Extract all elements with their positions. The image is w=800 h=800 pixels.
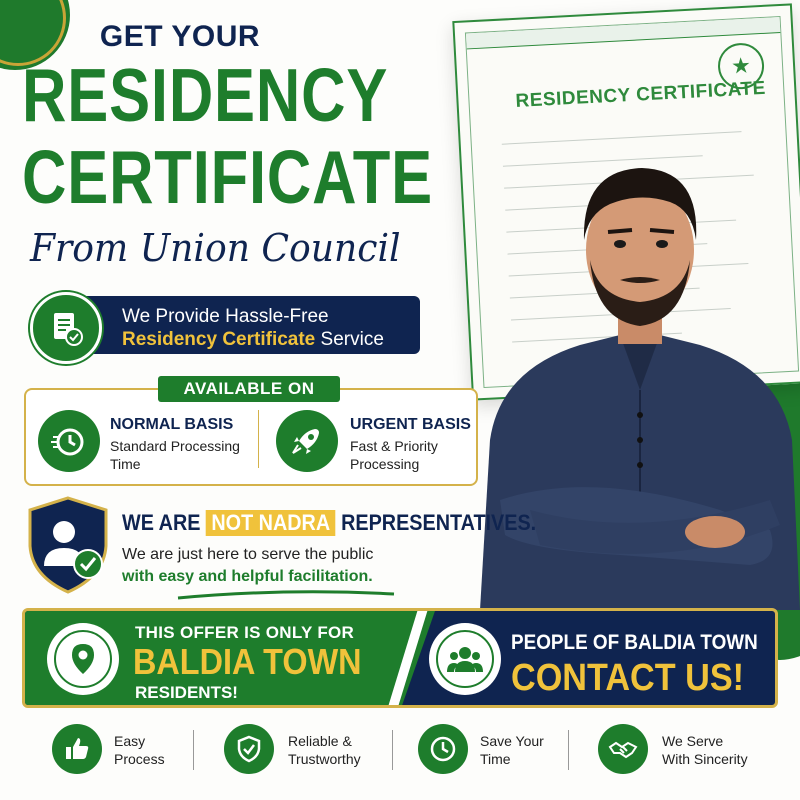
available-tag: AVAILABLE ON: [158, 376, 340, 402]
man-portrait: [470, 140, 800, 610]
headline-pre: GET YOUR: [99, 20, 261, 53]
underline-swoosh: [176, 588, 396, 602]
serve-line-1: We are just here to serve the public: [122, 546, 374, 563]
option-urgent-sub: Fast & Priority Processing: [350, 438, 438, 472]
offer-line-1: THIS OFFER IS ONLY FOR: [135, 623, 355, 642]
feature-save-time: Save Your Time: [480, 733, 544, 767]
feature-sincerity: We Serve With Sincerity: [662, 733, 748, 767]
document-check-icon: [30, 292, 102, 364]
nadra-disclaimer: WE ARE NOT NADRA REPRESENTATIVES.: [122, 510, 537, 535]
seal-icon: ★: [717, 42, 765, 90]
feature-reliable: Reliable & Trustworthy: [288, 733, 361, 767]
handshake-icon: [598, 724, 648, 774]
certificate-title: RESIDENCY CERTIFICATE: [515, 77, 767, 112]
location-pin-icon: [47, 623, 119, 695]
offer-people-line: PEOPLE OF BALDIA TOWN: [511, 631, 758, 654]
option-divider: [258, 410, 259, 468]
service-highlight: Residency Certificate: [122, 329, 316, 350]
option-normal-title: NORMAL BASIS: [110, 416, 234, 433]
timer-icon: [38, 410, 100, 472]
service-rest: Service: [315, 329, 384, 350]
offer-residents: RESIDENTS!: [135, 683, 238, 702]
rocket-icon: [276, 410, 338, 472]
headline-script: From Union Council: [30, 226, 401, 270]
offer-banner: [22, 608, 778, 708]
thumbs-up-icon: [52, 724, 102, 774]
not-nadra-highlight: NOT NADRA: [206, 510, 336, 536]
user-shield-icon: [26, 496, 110, 594]
service-banner: [30, 292, 420, 360]
feature-easy: Easy Process: [114, 733, 165, 767]
serve-line-2: with easy and helpful facilitation.: [122, 568, 373, 585]
clock-icon: [418, 724, 468, 774]
headline-certificate: CERTIFICATE: [22, 135, 434, 219]
headline-residency: RESIDENCY: [22, 53, 389, 137]
people-group-icon: [429, 623, 501, 695]
contact-us-cta[interactable]: CONTACT US!: [511, 657, 745, 699]
shield-check-icon: [224, 724, 274, 774]
offer-baldia-town: BALDIA TOWN: [133, 641, 362, 682]
option-normal-sub: Standard Processing Time: [110, 438, 240, 472]
service-line-1: We Provide Hassle-Free: [122, 306, 329, 327]
option-urgent-title: URGENT BASIS: [350, 416, 471, 433]
